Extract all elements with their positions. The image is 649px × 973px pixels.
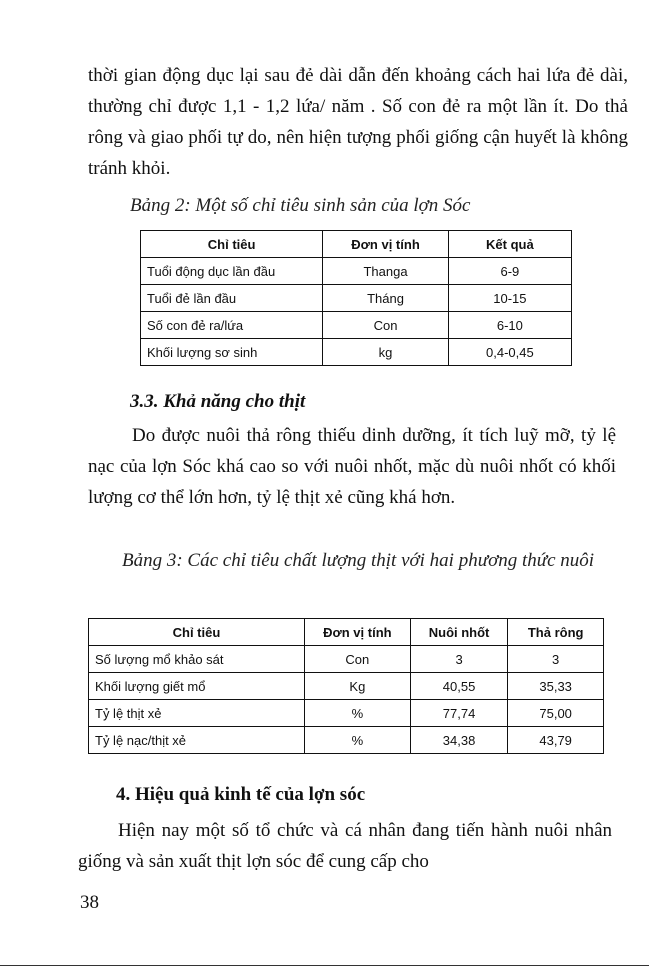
table-cell: Khối lượng sơ sinh [141, 339, 323, 366]
table-row [89, 700, 604, 727]
table-cell: Tuổi động dục lần đầu [141, 258, 323, 285]
table-cell: % [304, 700, 410, 727]
paragraph-intro: thời gian động dục lại sau đẻ dài dẫn đến khoảng cách hai lứa đẻ dài, thường chỉ được 1,1 - 1,2 lứa/ năm . Số con đẻ ra một lần ít. Do thả rông và giao phối tự do, nên hiện tượng phối giống cận huyết là không tránh khỏi. [88, 65, 628, 179]
table-cell: 35,33 [508, 673, 604, 700]
section-4-heading: 4. Hiệu quả kinh tế của lợn sóc [116, 784, 366, 805]
table-cell: 40,55 [410, 673, 507, 700]
table-cell: Tỷ lệ thịt xẻ [89, 700, 305, 727]
table-cell: 0,4-0,45 [448, 339, 571, 366]
table-header-row [89, 619, 604, 646]
table-cell: Số lượng mổ khảo sát [89, 646, 305, 673]
table-cell: Tuổi đẻ lần đầu [141, 285, 323, 312]
table-cell: Con [304, 646, 410, 673]
table-cell: 77,74 [410, 700, 507, 727]
page-number: 38 [80, 892, 99, 913]
section-3-3-paragraph: Do được nuôi thả rông thiếu dinh dưỡng, ít tích luỹ mỡ, tỷ lệ nạc của lợn Sóc khá cao so với nuôi nhốt, mặc dù nuôi nhốt có khối lượng cơ thể lớn hơn, tỷ lệ thịt xẻ cũng khá hơn. [88, 425, 616, 508]
table-cell: 3 [410, 646, 507, 673]
table2-caption: Bảng 2: Một số chỉ tiêu sinh sản của lợn Sóc [130, 195, 471, 216]
column-header: Thả rông [508, 619, 604, 646]
table-cell: Khối lượng giết mổ [89, 673, 305, 700]
table-row [141, 339, 572, 366]
column-header: Đơn vị tính [304, 619, 410, 646]
table-cell: Kg [304, 673, 410, 700]
table-cell: 10-15 [448, 285, 571, 312]
table-cell: 75,00 [508, 700, 604, 727]
table-cell: kg [323, 339, 449, 366]
section-4-paragraph: Hiện nay một số tổ chức và cá nhân đang tiến hành nuôi nhân giống và sản xuất thịt lợn sóc để cung cấp cho [78, 820, 612, 872]
column-header: Nuôi nhốt [410, 619, 507, 646]
table-cell: Tháng [323, 285, 449, 312]
table-row [89, 673, 604, 700]
table-cell: 6-9 [448, 258, 571, 285]
table2-reproduction-indicators [140, 230, 572, 366]
table3-meat-quality [88, 618, 604, 754]
table-cell: 6-10 [448, 312, 571, 339]
column-header: Đơn vị tính [323, 231, 449, 258]
table-row [89, 727, 604, 754]
table-cell: Số con đẻ ra/lứa [141, 312, 323, 339]
table-cell: 3 [508, 646, 604, 673]
table-row [141, 258, 572, 285]
column-header: Chỉ tiêu [141, 231, 323, 258]
table-row [89, 646, 604, 673]
table-row [141, 285, 572, 312]
table-cell: Con [323, 312, 449, 339]
table-row [141, 312, 572, 339]
table-cell: Tỷ lệ nạc/thịt xẻ [89, 727, 305, 754]
table-cell: Thanga [323, 258, 449, 285]
table-cell: 34,38 [410, 727, 507, 754]
column-header: Kết quả [448, 231, 571, 258]
section-3-3-heading: 3.3. Khả năng cho thịt [130, 391, 306, 412]
table-cell: 43,79 [508, 727, 604, 754]
table-cell: % [304, 727, 410, 754]
column-header: Chỉ tiêu [89, 619, 305, 646]
page-bottom-divider [0, 965, 649, 966]
table3-caption: Bảng 3: Các chỉ tiêu chất lượng thịt với hai phương thức nuôi [122, 550, 595, 571]
table-header-row [141, 231, 572, 258]
